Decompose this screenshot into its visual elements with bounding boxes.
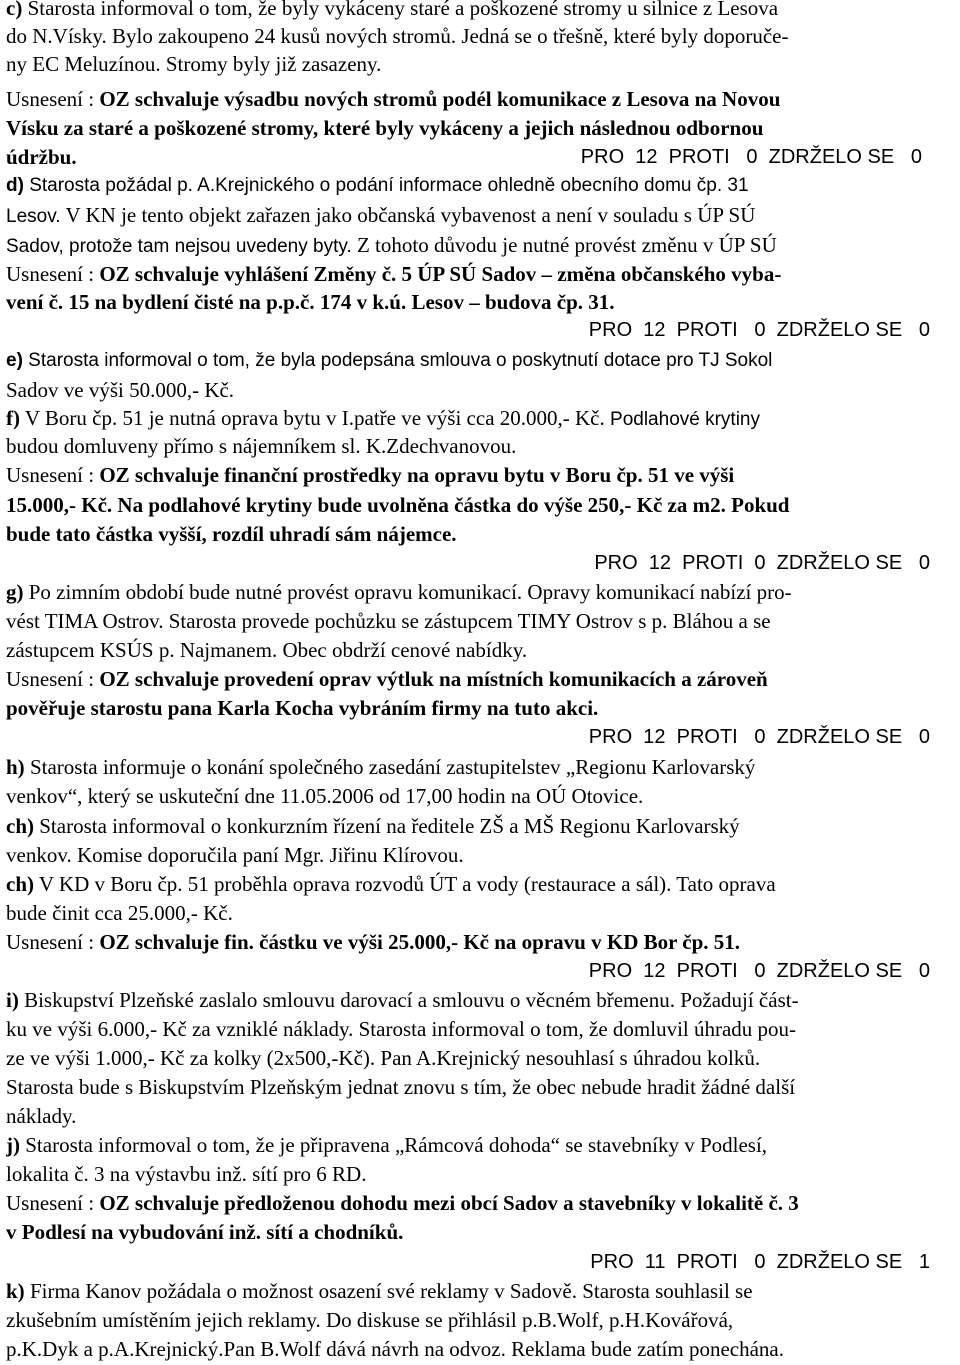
item-ch1-line-1 — [6, 812, 952, 840]
item-d-vote: PRO 12 PROTI 0 ZDRŽELO SE 0 — [588, 319, 930, 341]
item-f-resolution-text-1: OZ schvaluje finanční prostředky na opravu bytu v Boru čp. 51 ve výši — [99, 463, 735, 487]
item-g-vote: PRO 12 PROTI 0 ZDRŽELO SE 0 — [588, 726, 930, 748]
item-g-letter: g) — [6, 580, 24, 604]
item-f-line-2: budou domluveny přímo s nájemníkem sl. K.Zdechvanovou. — [6, 434, 517, 458]
item-g-line-2: vést TIMA Ostrov. Starosta provede pochůzku se zástupcem TIMY Ostrov s p. Bláhou a se — [6, 609, 771, 633]
item-c-line-3: ny EC Meluzínou. Stromy byly již zasazeny. — [6, 52, 382, 76]
item-f-resolution-1 — [6, 461, 952, 489]
item-k-text-1: Firma Kanov požádala o možnost osazení své reklamy v Sadově. Starosta souhlasil se — [24, 1279, 753, 1303]
item-f-resolution-3: bude tato částka vyšší, rozdíl uhradí sám nájemce. — [6, 522, 457, 546]
item-f-text-1a: V Boru čp. 51 je nutná oprava bytu v I.patře ve výši cca 20.000,- Kč. — [20, 406, 605, 430]
item-c-letter: c) — [6, 0, 23, 20]
item-e-line-2: Sadov ve výši 50.000,- Kč. — [6, 378, 235, 402]
item-i-letter: i) — [6, 988, 19, 1012]
item-i-line-5: náklady. — [6, 1104, 77, 1128]
item-g-text-1: Po zimním období bude nutné provést opravu komunikací. Opravy komunikací nabízí pro- — [23, 580, 792, 604]
resolution-label: Usnesení : — [6, 262, 100, 286]
item-d-text-3b: Z tohoto důvodu je nutné provést změnu v ÚP SÚ — [351, 233, 777, 257]
item-ch2-resolution-1 — [6, 928, 952, 956]
item-d-resolution-text-1: OZ schvaluje vyhlášení Změny č. 5 ÚP SÚ Sadov – změna občanského vyba- — [99, 262, 782, 286]
item-e-text-1: Starosta informoval o tom, že byla podepsána smlouva o poskytnutí dotace pro TJ Sokol — [22, 350, 773, 371]
item-h-text-1: Starosta informuje o konání společného zasedání zastupitelstev „Regionu Karlovarský — [24, 755, 756, 779]
item-ch2-text-1: V KD v Boru čp. 51 proběhla oprava rozvodů ÚT a vody (restaurace a sál). Tato oprava — [34, 872, 776, 896]
item-k-letter: k) — [6, 1279, 25, 1303]
item-j-resolution-1 — [6, 1189, 952, 1217]
item-c-resolution-text-1: OZ schvaluje výsadbu nových stromů podél komunikace z Lesova na Novou — [99, 87, 781, 111]
item-j-text-1: Starosta informoval o tom, že je připravena „Rámcová dohoda“ se stavebníky v Podlesí, — [20, 1133, 768, 1157]
item-ch1-line-2: venkov. Komise doporučila paní Mgr. Jiřinu Klírovou. — [6, 843, 464, 867]
item-d-text-1: Starosta požádal p. A.Krejnického o podání informace ohledně obecního domu čp. 31 — [23, 175, 749, 196]
item-g-line-1 — [6, 578, 952, 606]
item-d-letter: d) — [6, 175, 24, 196]
item-e-letter: e) — [6, 350, 23, 371]
item-d-line-2 — [6, 201, 952, 229]
item-d-text-3a: Sadov, protože tam nejsou uvedeny byty. — [6, 236, 352, 257]
item-i-line-2: ku ve výši 6.000,- Kč za vzniklé náklady. Starosta informoval o tom, že domluvil úhradu pou- — [6, 1017, 797, 1041]
item-i-line-1 — [6, 986, 952, 1014]
item-k-line-2: zkušebním umístěním jejich reklamy. Do diskuse se přihlásil p.B.Wolf, p.H.Kovářová, — [6, 1308, 734, 1332]
item-c-resolution-3 — [6, 143, 952, 171]
item-f-line-1 — [6, 404, 952, 432]
item-j-letter: j) — [6, 1133, 20, 1157]
item-j-line-1 — [6, 1131, 952, 1159]
item-c-resolution-1 — [6, 85, 952, 113]
item-k-line-1 — [6, 1277, 952, 1305]
item-ch2-line-2: bude činit cca 25.000,- Kč. — [6, 901, 233, 925]
item-j-line-2: lokalita č. 3 na výstavbu inž. sítí pro 6 RD. — [6, 1162, 367, 1186]
item-c-resolution-text-3: údržbu. — [6, 145, 77, 169]
item-ch2-line-1 — [6, 870, 952, 898]
item-h-letter: h) — [6, 755, 25, 779]
item-f-resolution-2: 15.000,- Kč. Na podlahové krytiny bude uvolněna částka do výše 250,- Kč za m2. Pokud — [6, 493, 790, 517]
item-d-resolution-1 — [6, 260, 952, 288]
resolution-label: Usnesení : — [6, 930, 100, 954]
item-f-text-1b: Podlahové krytiny — [604, 409, 760, 430]
item-c-resolution-2: Vísku za staré a poškozené stromy, které byly vykáceny a jejich následnou odbornou — [6, 116, 764, 140]
item-ch1-text-1: Starosta informoval o konkurzním řízení na ředitele ZŠ a MŠ Regionu Karlovarský — [34, 814, 740, 838]
item-d-text-2a: Lesov. — [6, 206, 61, 227]
item-i-line-4: Starosta bude s Biskupstvím Plzeňským jednat znovu s tím, že obec nebude hradit žádné další — [6, 1075, 796, 1099]
item-g-line-3: zástupcem KSÚS p. Najmanem. Obec obdrží cenové nabídky. — [6, 638, 528, 662]
item-h-line-1 — [6, 753, 952, 781]
resolution-label: Usnesení : — [6, 463, 100, 487]
item-k-line-3: p.K.Dyk a p.A.Krejnický.Pan B.Wolf dává návrh na odvoz. Reklama bude zatím ponechána. — [6, 1337, 784, 1361]
item-j-resolution-2: v Podlesí na vybudování inž. sítí a chodníků. — [6, 1220, 404, 1244]
item-ch2-resolution-text-1: OZ schvaluje fin. částku ve výši 25.000,- Kč na opravu v KD Bor čp. 51. — [99, 930, 741, 954]
item-g-resolution-2: pověřuje starostu pana Karla Kocha vybráním firmy na tuto akci. — [6, 696, 599, 720]
item-j-resolution-text-1: OZ schvaluje předloženou dohodu mezi obcí Sadov a stavebníky v lokalitě č. 3 — [99, 1191, 799, 1215]
item-f-vote: PRO 12 PROTI 0 ZDRŽELO SE 0 — [594, 552, 930, 574]
item-ch2-letter: ch) — [6, 872, 34, 896]
item-g-resolution-1 — [6, 665, 952, 693]
item-d-line-3 — [6, 231, 952, 259]
resolution-label: Usnesení : — [6, 667, 100, 691]
item-d-resolution-2: vení č. 15 na bydlení čisté na p.p.č. 174 v k.ú. Lesov – budova čp. 31. — [6, 290, 615, 314]
item-d-text-2b: V KN je tento objekt zařazen jako občanská vybavenost a není v souladu s ÚP SÚ — [60, 203, 756, 227]
resolution-label: Usnesení : — [6, 1191, 100, 1215]
item-c-line-1 — [6, 0, 952, 22]
item-c-text-1: Starosta informoval o tom, že byly vykáceny staré a poškozené stromy u silnice z Lesova — [22, 0, 779, 20]
item-g-resolution-text-1: OZ schvaluje provedení oprav výtluk na místních komunikacích a zároveň — [99, 667, 768, 691]
item-ch1-letter: ch) — [6, 814, 34, 838]
item-c-line-2: do N.Vísky. Bylo zakoupeno 24 kusů nových stromů. Jedná se o třešně, které byly doporuče- — [6, 24, 789, 48]
item-d-line-1 — [6, 172, 952, 200]
item-ch2-vote: PRO 12 PROTI 0 ZDRŽELO SE 0 — [588, 960, 930, 982]
item-i-line-3: ze ve výši 1.000,- Kč za kolky (2x500,-Kč). Pan A.Krejnický nesouhlasí s úhradou kolků. — [6, 1046, 761, 1070]
resolution-label: Usnesení : — [6, 87, 100, 111]
item-f-letter: f) — [6, 406, 20, 430]
item-h-line-2: venkov“, který se uskuteční dne 11.05.2006 od 17,00 hodin na OÚ Otovice. — [6, 784, 644, 808]
item-e-line-1 — [6, 347, 952, 375]
item-j-vote: PRO 11 PROTI 0 ZDRŽELO SE 1 — [590, 1251, 930, 1273]
item-i-text-1: Biskupství Plzeňské zaslalo smlouvu darovací a smlouvu o věcném břemenu. Požadují část- — [18, 988, 799, 1012]
item-c-vote: PRO 12 PROTI 0 ZDRŽELO SE 0 — [580, 146, 922, 168]
